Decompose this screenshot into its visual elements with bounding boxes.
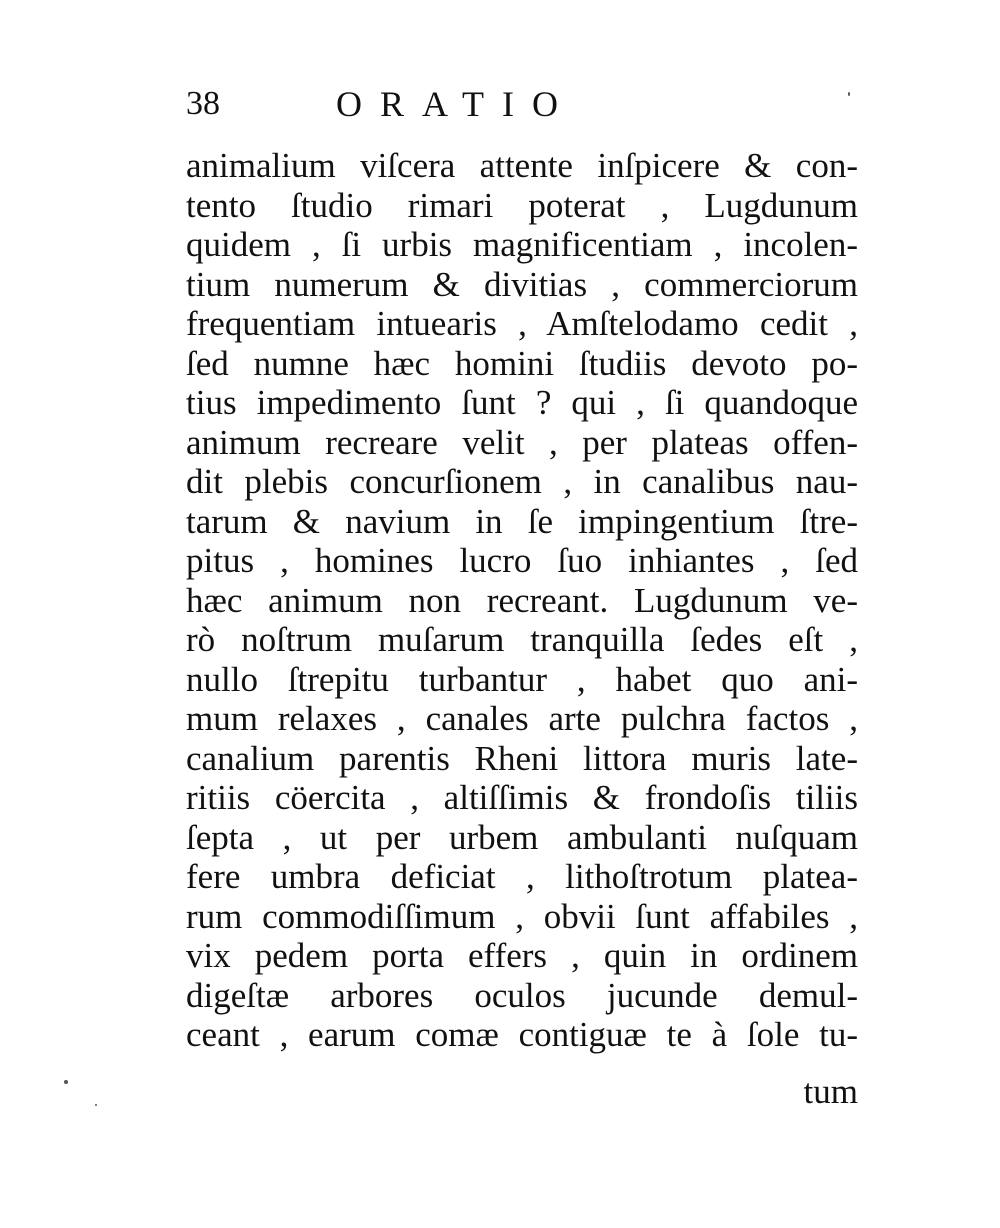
text-line: canalium parentis Rheni littora muris late- — [186, 738, 858, 778]
text-line: rum commodiſſimum , obvii ſunt affabiles , — [186, 896, 858, 936]
text-line: tium numerum & divitias , commerciorum — [186, 264, 858, 304]
text-line: animum recreare velit , per plateas offen- — [186, 422, 858, 462]
text-line: ritiis cöercita , altiſſimis & frondoſis tiliis — [186, 778, 858, 817]
text-line: hæc animum non recreant. Lugdunum ve- — [186, 580, 858, 620]
text-line: mum relaxes , canales arte pulchra factos , — [186, 699, 858, 738]
catchword: tum — [803, 1072, 858, 1111]
page-header — [186, 80, 866, 128]
text-line: pitus , homines lucro ſuo inhiantes , ſed — [186, 541, 858, 580]
ink-speck — [95, 1104, 97, 1106]
text-line: ſed numne hæc homini ſtudiis devoto po- — [186, 343, 858, 383]
text-line: quidem , ſi urbis magnificentiam , incolen- — [186, 225, 858, 264]
text-line: rò noſtrum muſarum tranquilla ſedes eſt , — [186, 620, 858, 659]
text-line: fere umbra deficiat , lithoſtrotum platea- — [186, 857, 858, 896]
text-line: digeſtæ arbores oculos jucunde demul- — [186, 975, 858, 1015]
body-text — [186, 146, 858, 1055]
text-line: tius impedimento ſunt ? qui , ſi quandoque — [186, 383, 858, 422]
text-line: tarum & navium in ſe impingentium ſtre- — [186, 501, 858, 541]
running-title: ORATIO — [336, 84, 576, 124]
text-line: vix pedem porta effers , quin in ordinem — [186, 936, 858, 975]
text-line: ſepta , ut per urbem ambulanti nuſquam — [186, 817, 858, 857]
ink-speck — [64, 1080, 68, 1084]
text-line: animalium viſcera attente inſpicere & con- — [186, 146, 858, 185]
ink-speck — [848, 92, 850, 96]
text-line: tento ſtudio rimari poterat , Lugdunum — [186, 185, 858, 225]
text-line: dit plebis concurſionem , in canalibus nau- — [186, 462, 858, 501]
page-number: 38 — [186, 85, 220, 122]
text-line: frequentiam intuearis , Amſtelodamo cedit , — [186, 304, 858, 343]
text-line: nullo ſtrepitu turbantur , habet quo ani- — [186, 659, 858, 699]
text-line: ceant , earum comæ contiguæ te à ſole tu- — [186, 1015, 858, 1054]
